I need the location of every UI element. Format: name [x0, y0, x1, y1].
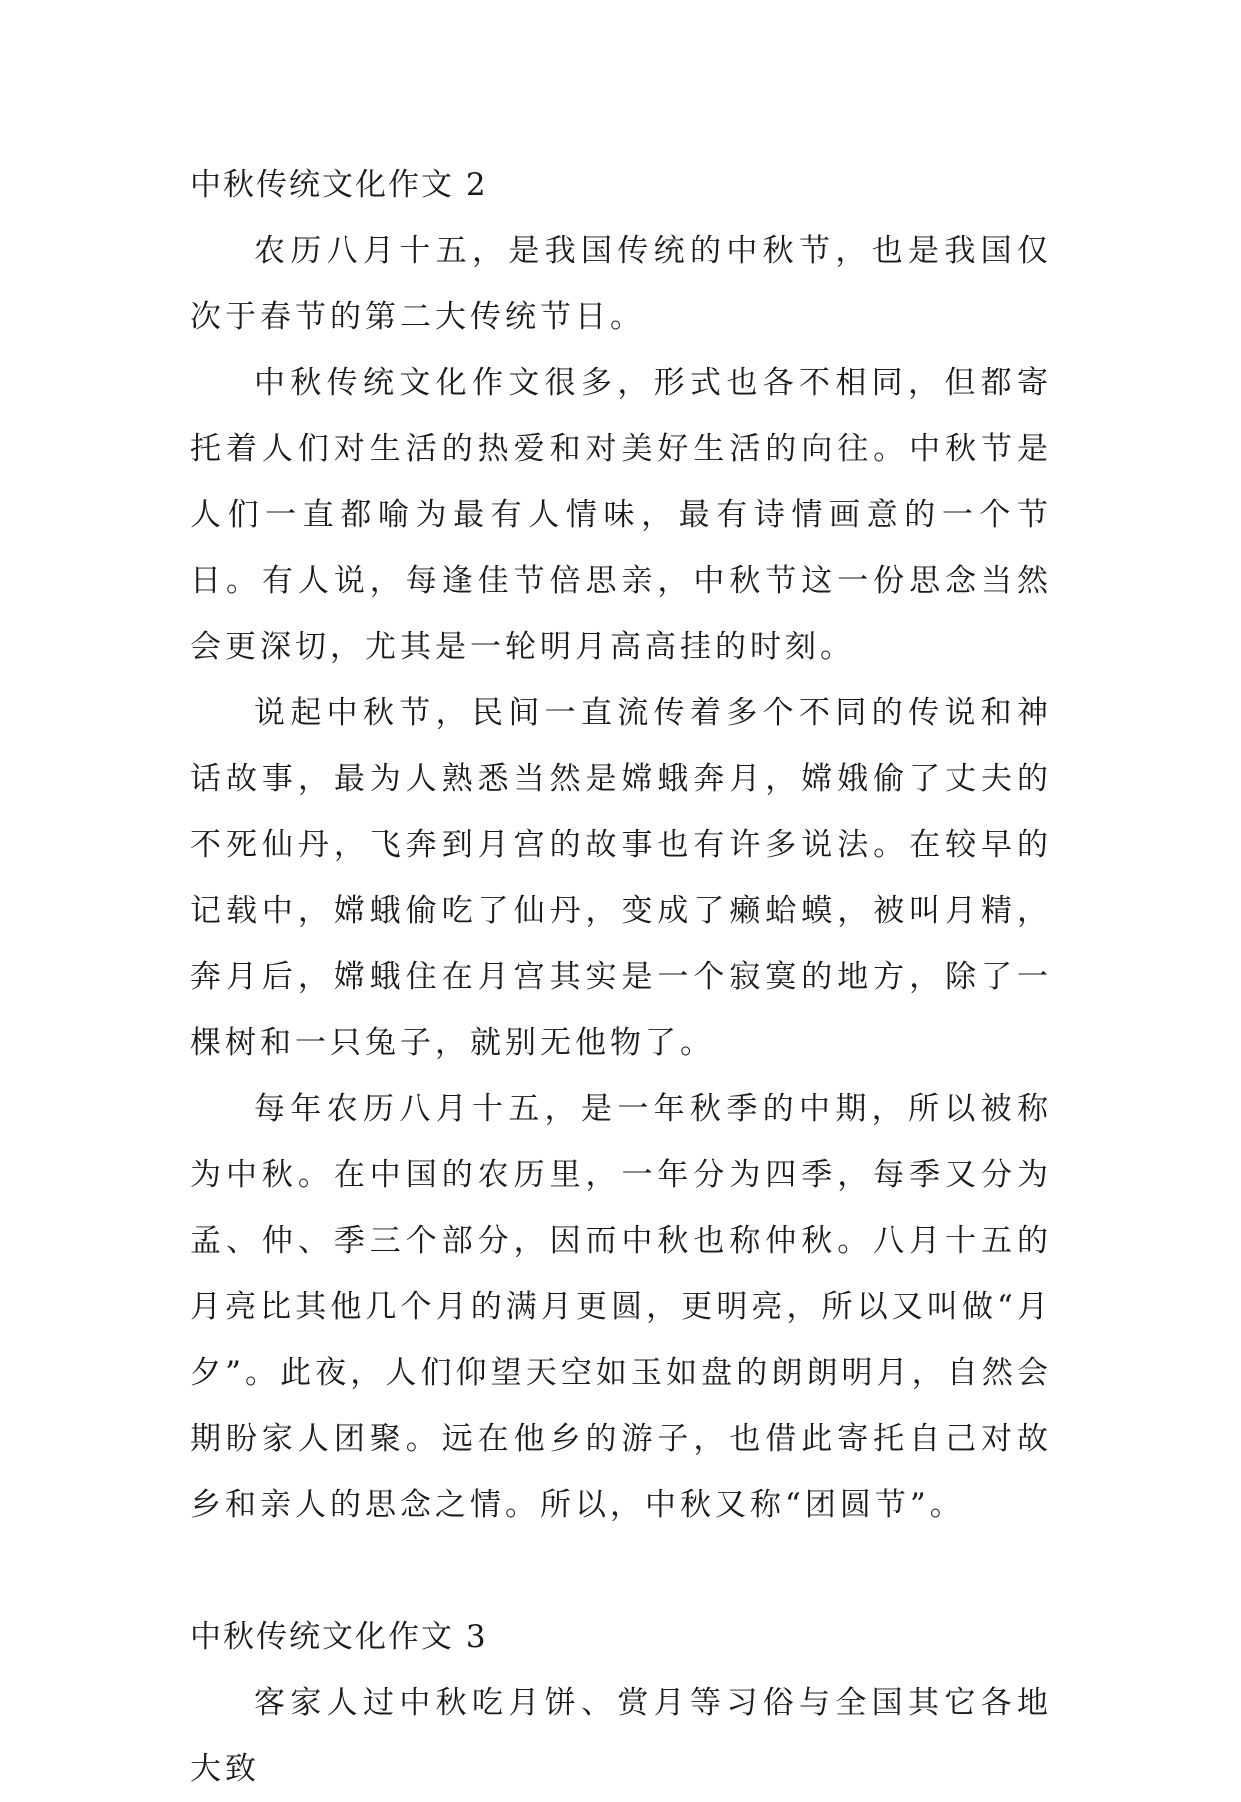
section-2-paragraph-2: 中秋传统文化作文很多，形式也各不相同，但都寄托着人们对生活的热爱和对美好生活的向往。中秋节是人们一直都喻为最有人情味，最有诗情画意的一个节日。有人说，每逢佳节倍思亲，中秋节这一份思念当然会更深切，尤其是一轮明月高高挂的时刻。: [190, 365, 1052, 665]
document-body: [190, 152, 1052, 1802]
section-3-paragraph-1: 客家人过中秋吃月饼、赏月等习俗与全国其它各地大致: [190, 1685, 1052, 1787]
section-divider-space: [190, 1538, 1052, 1604]
section-2-paragraph-4: 每年农历八月十五，是一年秋季的中期，所以被称为中秋。在中国的农历里，一年分为四季，每季又分为孟、仲、季三个部分，因而中秋也称仲秋。八月十五的月亮比其他几个月的满月更圆，更明亮，所以又叫做“月夕”。此夜，人们仰望天空如玉如盘的朗朗明月，自然会期盼家人团聚。远在他乡的游子，也借此寄托自己对故乡和亲人的思念之情。所以，中秋又称“团圆节”。: [190, 1091, 1052, 1523]
section-3-title: 中秋传统文化作文 3: [190, 1619, 488, 1655]
section-2-title: 中秋传统文化作文 2: [190, 167, 488, 203]
section-2-paragraph-3: 说起中秋节，民间一直流传着多个不同的传说和神话故事，最为人熟悉当然是嫦蛾奔月，嫦娥偷了丈夫的不死仙丹，飞奔到月宫的故事也有许多说法。在较早的记载中，嫦蛾偷吃了仙丹，变成了癞蛤蟆，被叫月精，奔月后，嫦蛾住在月宫其实是一个寂寞的地方，除了一棵树和一只兔子，就别无他物了。: [190, 695, 1052, 1061]
section-2-paragraph-1: 农历八月十五，是我国传统的中秋节，也是我国仅次于春节的第二大传统节日。: [190, 233, 1052, 335]
